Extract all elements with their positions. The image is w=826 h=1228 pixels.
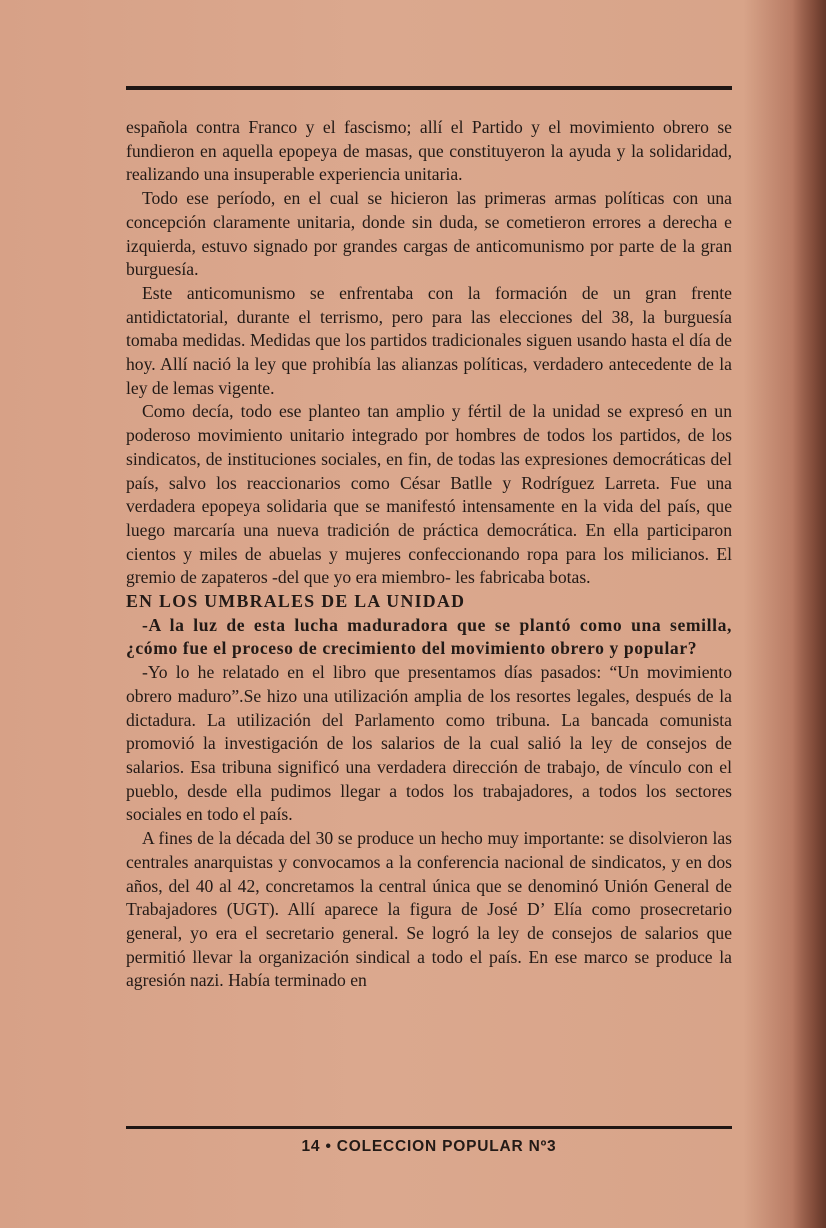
page-edge-shadow — [792, 0, 826, 1228]
section-heading: EN LOS UMBRALES DE LA UNIDAD — [126, 591, 466, 612]
page-footer: 14 • COLECCION POPULAR Nº3 — [301, 1138, 557, 1155]
paragraph-3: Este anticomunismo se enfrentaba con la formación de un gran frente antidictatorial, durante el terrismo, pero para las elecciones del 38, la burguesía tomaba medidas. Medidas que los partidos tradicionales siguen usando hasta el día de hoy. Allí nació la ley que prohibía las alianzas políticas, verdadero antecedente de la ley de lemas vigente. — [126, 282, 732, 398]
bottom-rule — [126, 1126, 732, 1129]
body-text — [126, 116, 732, 993]
top-rule — [126, 86, 732, 90]
interview-question: -A la luz de esta lucha maduradora que se plantó como una semilla, ¿cómo fue el proceso de crecimiento del movimiento obrero y popular? — [126, 614, 732, 659]
answer-paragraph-1: -Yo lo he relatado en el libro que presentamos días pasados: “Un movimiento obrero maduro”.Se hizo una utilización amplia de los resortes legales, después de la dictadura. La utilización del Parlamento como tribuna. La bancada comunista promovió la investigación de los salarios de la cual salió la ley de consejos de salarios. Esa tribuna significó una verdadera dirección de trabajo, de vínculo con el pueblo, desde ella pudimos llegar a todos los trabajadores, a todos los sectores sociales en todo el país. — [126, 662, 732, 825]
paragraph-2: Todo ese período, en el cual se hicieron las primeras armas políticas con una concepción claramente unitaria, donde sin duda, se cometieron errores a derecha e izquierda, estuvo signado por grandes cargas de anticomunismo por parte de la gran burguesía. — [126, 188, 732, 280]
paragraph-1: española contra Franco y el fascismo; allí el Partido y el movimiento obrero se fundieron en aquella epopeya de masas, que constituyeron la ayuda y la solidaridad, realizando una insuperable experiencia unitaria. — [126, 117, 732, 185]
answer-paragraph-2: A fines de la década del 30 se produce un hecho muy importante: se disolvieron las centrales anarquistas y convocamos a la conferencia nacional de sindicatos, y en dos años, del 40 al 42, concretamos la central única que se denominó Unión General de Trabajadores (UGT). Allí aparece la figura de José D’ Elía como prosecretario general, yo era el secretario general. Se logró la ley de consejos de salarios que permitió llevar la organización sindical a todo el país. En ese marco se produce la agresión nazi. Había terminado en — [126, 828, 732, 991]
paragraph-4: Como decía, todo ese planteo tan amplio y fértil de la unidad se expresó en un poderoso movimiento unitario integrado por hombres de todos los partidos, de los sindicatos, de instituciones sociales, en fin, de todas las expresiones democráticas del país, salvo los reaccionarios como César Batlle y Rodríguez Larreta. Fue una verdadera epopeya solidaria que se manifestó intensamente en la vida del país, que luego marcaría una nueva tradición de práctica democrática. En ella participaron cientos y miles de abuelas y mujeres confeccionando ropa para los milicianos. El gremio de zapateros -del que yo era miembro- les fabricaba botas. — [126, 401, 732, 588]
